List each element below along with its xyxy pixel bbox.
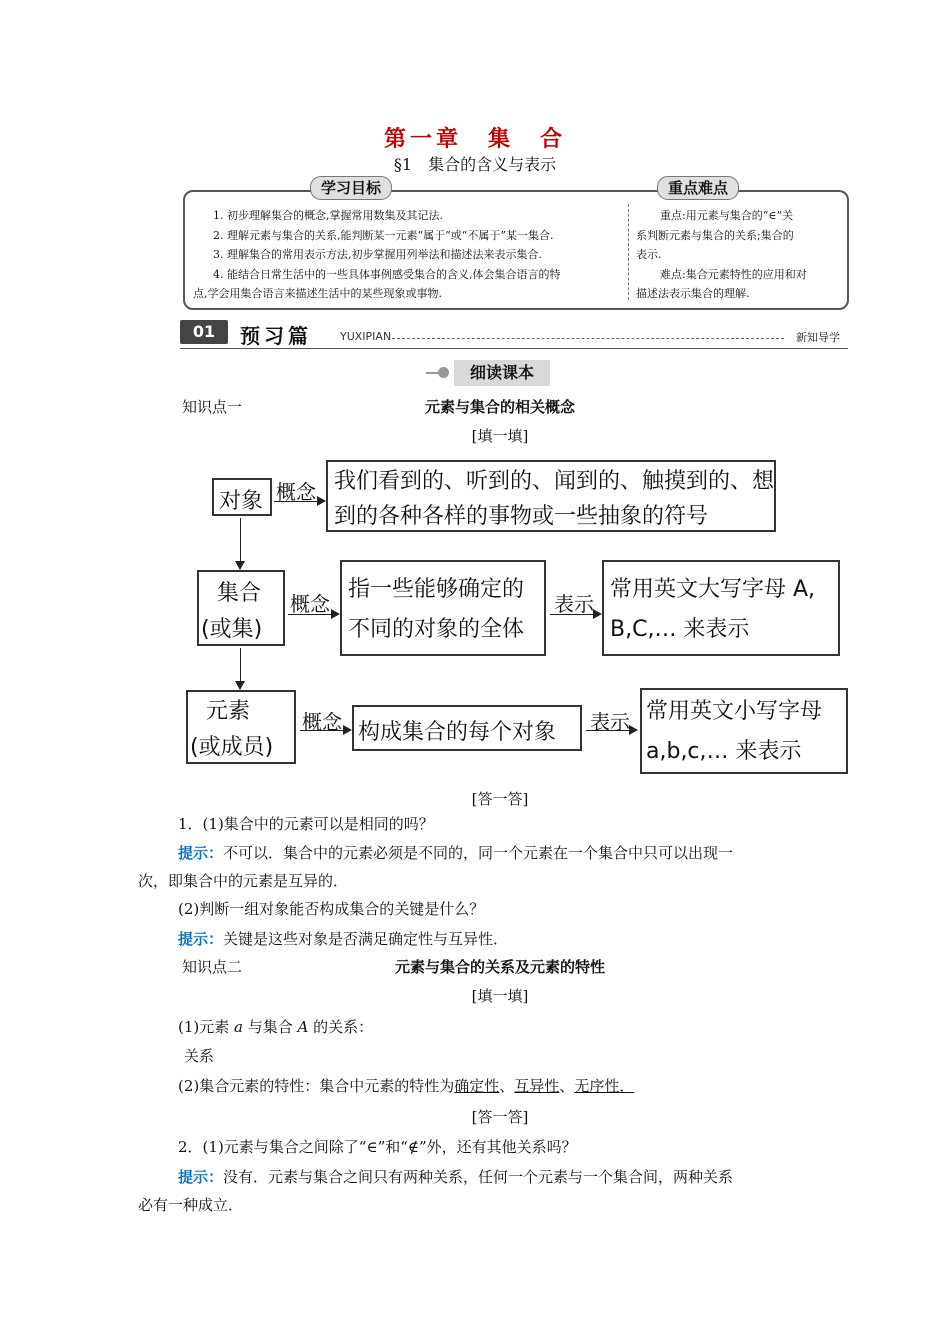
arrow-right-icon [300,730,350,731]
element-repr-line1: 常用英文小写字母 [646,699,823,724]
var-A: A [297,1018,309,1036]
chapter-title: 第一章 集 合 [383,127,566,152]
banner-dot-icon [438,367,449,378]
text-fragment: 的关系： [308,1018,374,1036]
kp2-qa-label: [答一答] [471,1108,529,1126]
question-2-1: 2．(1)元素与集合之间除了“∈”和“∉”外，还有其他关系吗？ [178,1138,577,1156]
focus-item: 重点:用元素与集合的“∈”关 [660,209,794,222]
set-repr-line2: B,C,… 来表示 [610,617,750,642]
goal-item: 点,学会用集合语言来描述生活中的某些现象或事物. [193,287,442,300]
question-1-1: 1．(1)集合中的元素可以是相同的吗？ [178,815,434,833]
focus-item: 表示. [636,248,662,261]
answer-text: 没有．元素与集合之间只有两种关系，任何一个元素与一个集合间，两种关系 [223,1168,734,1186]
preview-dashed-line [392,338,784,339]
answer-text: 关键是这些对象是否满足确定性与互异性． [223,930,509,948]
hint-label: 提示： [178,1168,224,1186]
set-def-line2: 不同的对象的全体 [348,617,525,642]
separator: 、 [559,1077,575,1095]
hint-label: 提示： [178,844,224,862]
traits-prefix: (2)集合元素的特性：集合中元素的特性为 [178,1077,455,1095]
focus-item: 难点:集合元素特性的应用和对 [660,267,807,281]
box-element [186,690,296,764]
kp2-line2: 关系 [184,1047,215,1065]
hint-label: 提示： [178,930,224,948]
set-label-line1: 集合 [217,581,262,606]
preview-rule [180,348,848,349]
box-set [197,570,285,646]
box-element-representation [640,688,848,774]
section-title: §1 集合的含义与表示 [393,155,557,174]
box-object [212,478,272,516]
kp1-title: 元素与集合的相关概念 [424,398,575,416]
goal-item: 2. 理解元素与集合的关系,能判断某一元素“属于”或“不属于”某一集合. [213,228,554,242]
represent-label: 表示 [590,710,630,734]
concept-label: 概念 [302,710,342,734]
kp2-fill-label: [填一填] [471,987,529,1005]
focus-tab: 重点难点 [657,176,739,200]
kp1-fill-label: [填一填] [471,427,529,445]
preview-title: 预习篇 [240,324,312,348]
focus-list [636,206,836,304]
kp2-label: 知识点二 [182,958,243,976]
arrow-right-icon [586,730,636,731]
kp1-label: 知识点一 [182,398,243,416]
kp2-line3 [178,1075,634,1096]
answer-2-1-line2: 必有一种成立． [138,1196,244,1214]
kp1-qa-label: [答一答] [471,790,529,808]
arrow-right-icon [550,614,600,615]
var-a: a [234,1018,243,1036]
answer-1-1-line1 [178,842,733,863]
kp2-title: 元素与集合的关系及元素的特性 [394,958,605,976]
trait-determinacy: 确定性 [454,1077,500,1095]
goal-item: 3. 理解集合的常用表示方法,初步掌握用列举法和描述法来表示集合. [213,248,542,261]
box-element-definition [352,705,582,751]
element-def: 构成集合的每个对象 [358,720,557,745]
object-label: 对象 [219,489,264,514]
arrow-right-icon [274,501,324,502]
text-fragment: (1)元素 [178,1018,235,1036]
preview-badge: 01 [180,320,228,344]
goal-item: 1. 初步理解集合的概念,掌握常用数集及其记法. [213,209,443,222]
set-label-line2: (或集) [201,617,263,642]
concept-label: 概念 [276,480,316,504]
answer-text: 不可以．集合中的元素必须是不同的，同一个元素在一个集合中只可以出现一 [223,844,734,862]
answer-1-2 [178,928,508,949]
concept-label: 概念 [290,592,330,616]
trait-distinctness: 互异性 [514,1077,560,1095]
objectives-divider [628,204,629,300]
goal-item: 4. 能结合日常生活中的一些具体事例感受集合的含义,体会集合语言的特 [213,267,561,281]
text-fragment: 与集合 [242,1018,298,1036]
arrow-right-icon [288,614,338,615]
separator: 、 [499,1077,515,1095]
goal-tab: 学习目标 [310,176,392,200]
preview-subtitle: YUXIPIAN [340,330,392,343]
kp2-line1 [178,1016,373,1037]
element-label-line1: 元素 [206,699,251,724]
arrow-down-icon [240,648,241,688]
preview-right-label: 新知导学 [796,331,840,344]
arrow-down-icon [240,518,241,568]
represent-label: 表示 [554,592,594,616]
answer-2-1-line1 [178,1166,733,1187]
object-def-line1: 我们看到的、听到的、闻到的、触摸到的、想 [334,469,775,494]
focus-item: 系判断元素与集合的关系;集合的 [636,228,794,242]
element-repr-line2: a,b,c,… 来表示 [646,739,802,764]
box-set-definition [340,560,546,656]
question-1-2: (2)判断一组对象能否构成集合的关键是什么？ [178,900,485,918]
set-repr-line1: 常用英文大写字母 A, [610,577,816,602]
focus-item: 描述法表示集合的理解. [636,287,750,300]
element-label-line2: (或成员) [190,735,274,760]
box-object-definition [326,460,776,532]
trait-unordered: 无序性． [574,1077,635,1095]
box-set-representation [602,560,840,656]
set-def-line1: 指一些能够确定的 [348,577,525,602]
object-def-line2: 到的各种各样的事物或一些抽象的符号 [334,504,709,529]
goal-list [193,206,623,304]
banner-read-textbook: 细读课本 [454,360,550,386]
answer-1-1-line2: 次，即集合中的元素是互异的． [138,872,349,890]
